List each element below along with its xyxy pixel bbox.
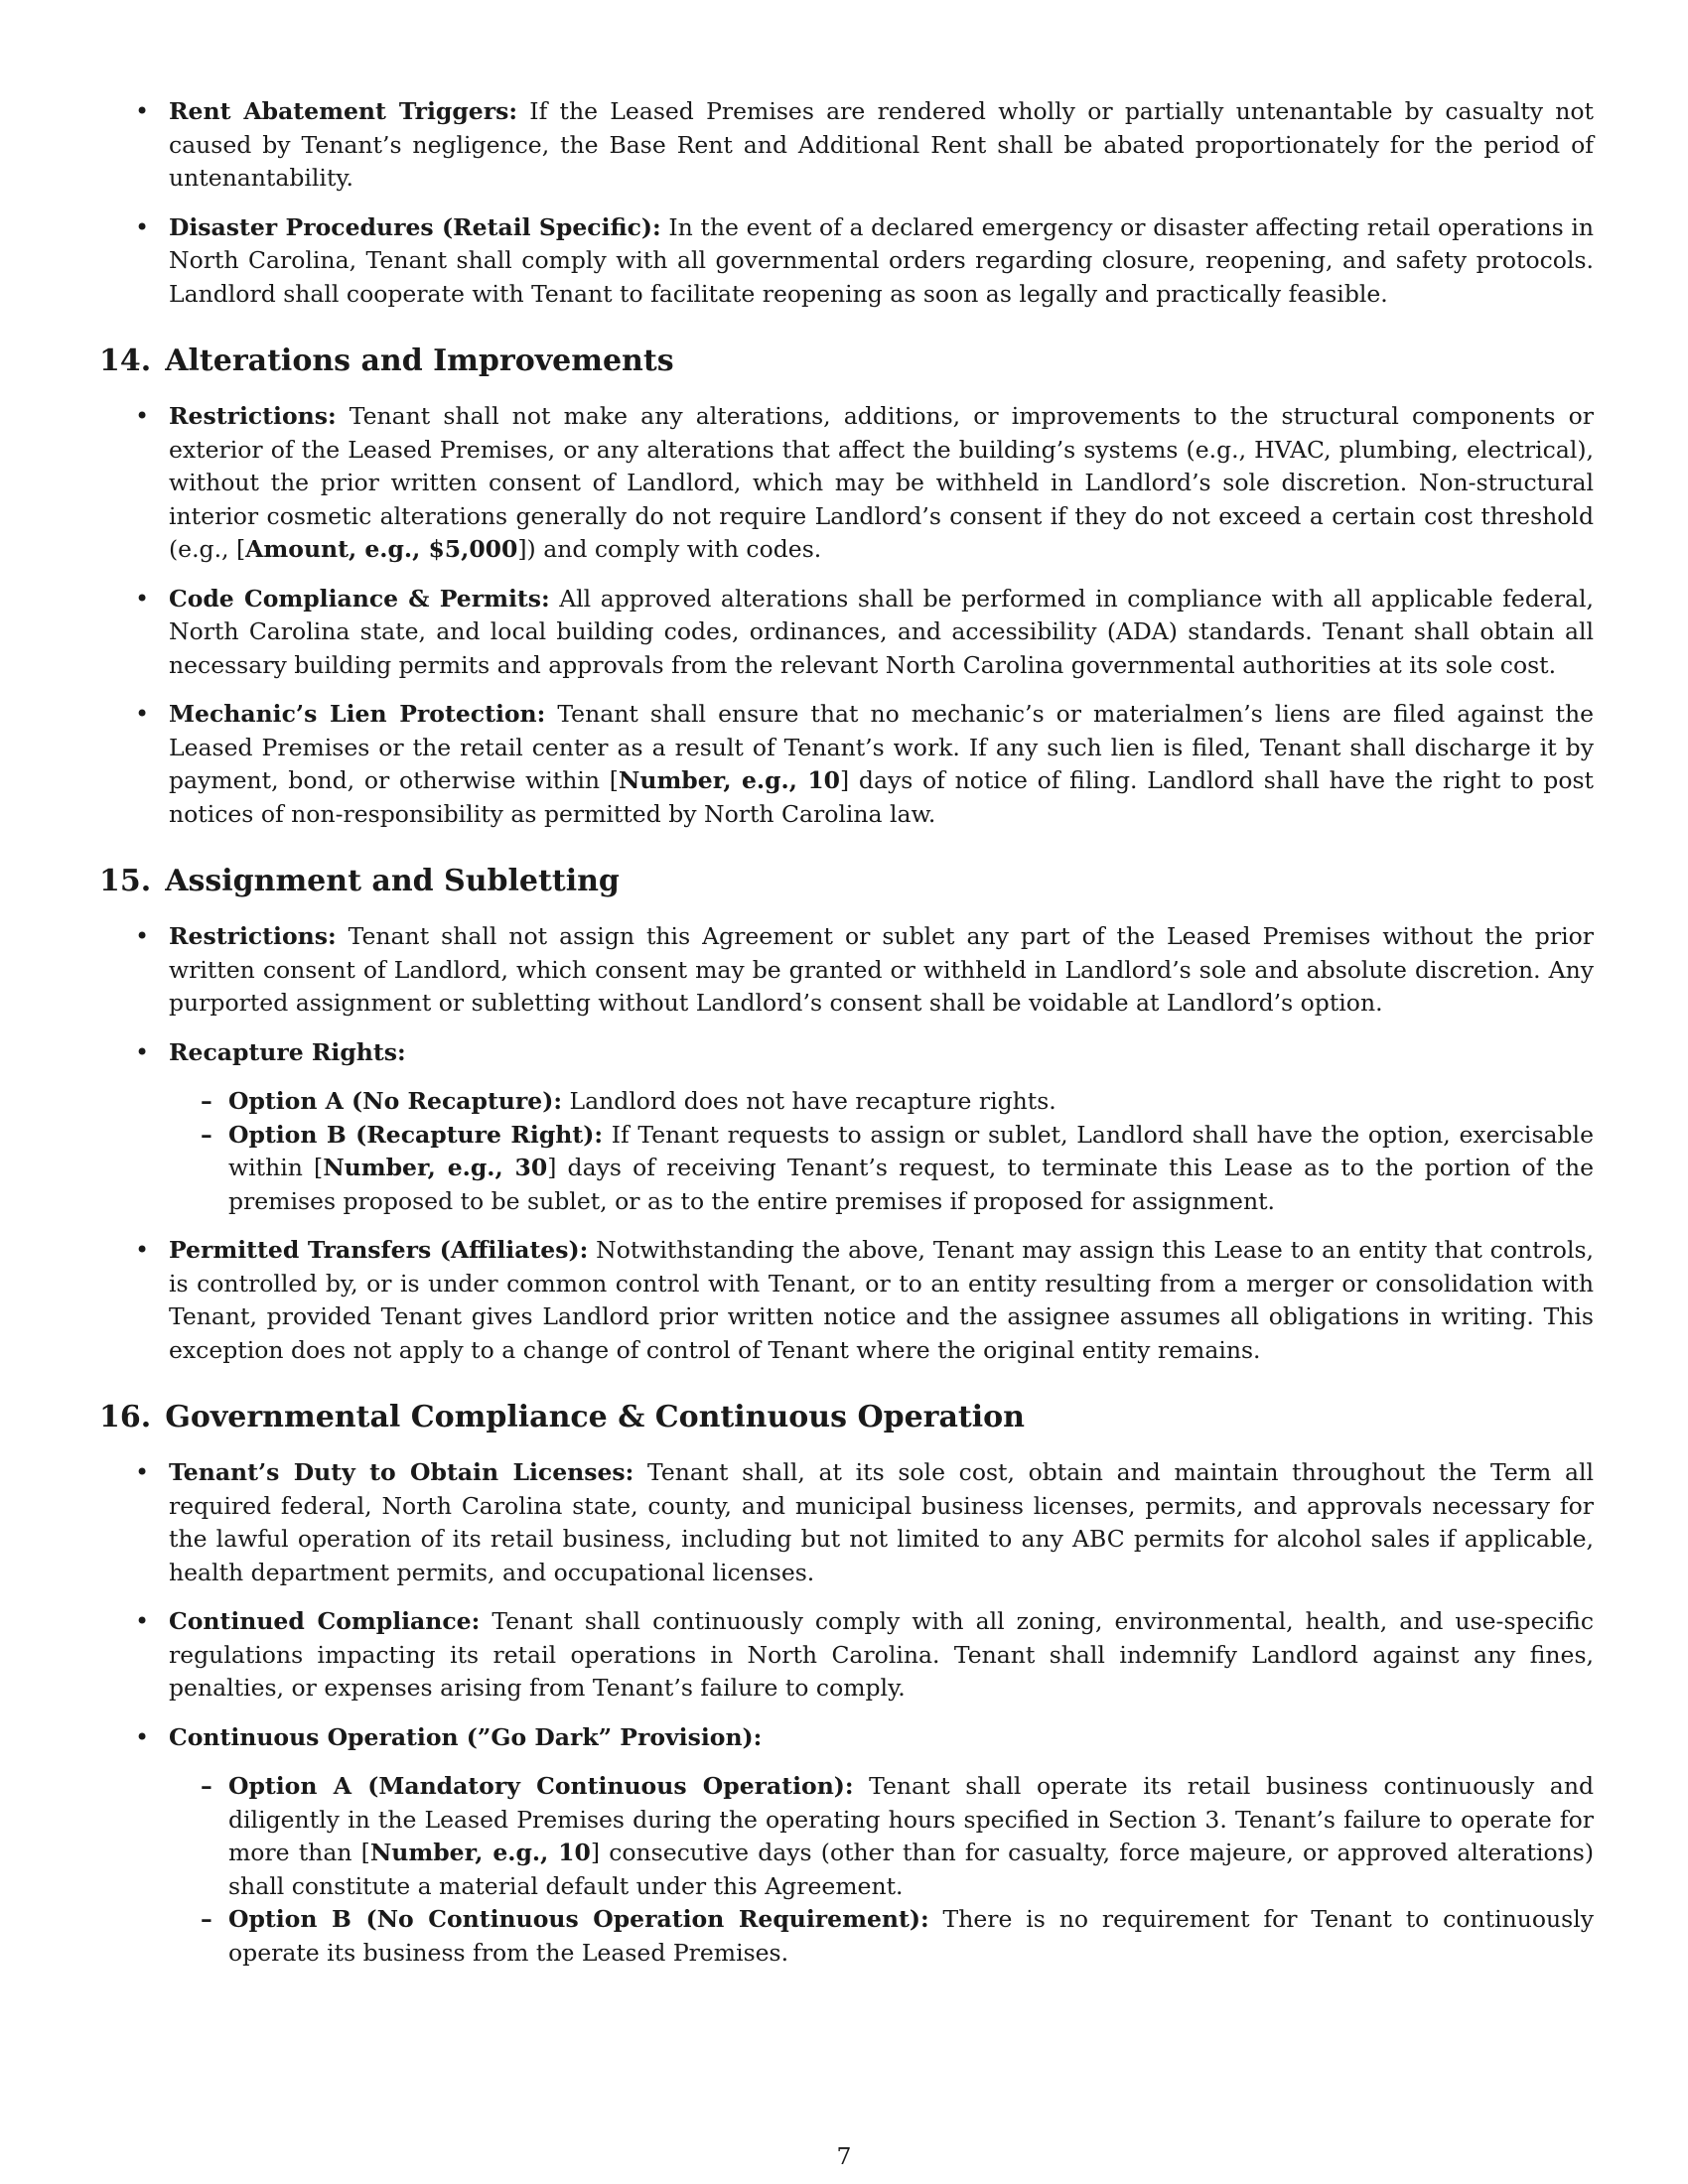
item-label: Continuous Operation (”Go Dark” Provision): xyxy=(169,1722,763,1751)
casualty-list xyxy=(99,95,1594,311)
item-text: All approved alterations shall be performed in compliance with all applicable federal, North Carolina state, and local building codes, ordinances, and accessibility (ADA) standards. Tenant shall obtain all necessary building permits and approvals from the relevant North Carolina governmental authorities at its sole cost. xyxy=(169,584,1594,679)
section-16-heading xyxy=(99,1399,1594,1436)
option-text: Tenant shall operate its retail business continuously and diligently in the Leased Premises during the operating hours specified in Section 3. Tenant’s failure to operate for more than [ xyxy=(228,1772,1594,1866)
item-text: Tenant shall, at its sole cost, obtain and maintain throughout the Term all required federal, North Carolina state, county, and municipal business licenses, permits, and approvals necessary for the lawful operation of its retail business, including but not limited to any ABC permits for alcohol sales if applicable, health department permits, and occupational licenses. xyxy=(169,1458,1594,1586)
placeholder-number: Number, e.g., 30 xyxy=(323,1154,548,1181)
permitted-transfers-item xyxy=(99,1234,1594,1367)
placeholder-number: Number, e.g., 10 xyxy=(618,766,841,794)
section-number: 14. xyxy=(99,343,152,378)
licenses-item xyxy=(99,1456,1594,1589)
item-text: Tenant shall not assign this Agreement or sublet any part of the Leased Premises without the prior written consent of Landlord, which consent may be granted or withheld in Landlord’s sole and absolute discretion. Any purported assignment or subletting without Landlord’s consent shall be voidable at Landlord’s option. xyxy=(169,922,1594,1017)
option-text: Landlord does not have recapture rights. xyxy=(562,1087,1056,1115)
placeholder-number: Number, e.g., 10 xyxy=(369,1839,591,1866)
code-compliance-item xyxy=(99,583,1594,683)
mechanics-lien-item xyxy=(99,698,1594,831)
section-title: Assignment and Subletting xyxy=(165,864,620,898)
section-number: 16. xyxy=(99,1400,152,1434)
item-label: Disaster Procedures (Retail Specific): xyxy=(169,212,661,241)
item-label: Mechanic’s Lien Protection: xyxy=(169,700,546,728)
item-label: Restrictions: xyxy=(169,402,337,430)
alterations-restrictions-item xyxy=(99,400,1594,567)
disaster-procedures-item xyxy=(99,211,1594,312)
recapture-option-b xyxy=(169,1119,1594,1219)
section-16-list xyxy=(99,1456,1594,1970)
section-title: Alterations and Improvements xyxy=(165,343,674,378)
option-text: There is no requirement for Tenant to continuously operate its business from the Leased Premises. xyxy=(228,1905,1594,1967)
item-label: Restrictions: xyxy=(169,922,337,950)
continuous-operation-item xyxy=(99,1721,1594,1971)
continuous-option-b xyxy=(169,1903,1594,1970)
item-text: ] days of notice of filing. Landlord shall have the right to post notices of non-responsibility as permitted by North Carolina law. xyxy=(169,766,1594,828)
rent-abatement-item xyxy=(99,95,1594,196)
assignment-restrictions-item xyxy=(99,920,1594,1021)
section-15-heading xyxy=(99,863,1594,900)
item-label: Tenant’s Duty to Obtain Licenses: xyxy=(169,1458,634,1486)
recapture-rights-item xyxy=(99,1036,1594,1219)
continued-compliance-item xyxy=(99,1605,1594,1706)
section-15-list xyxy=(99,920,1594,1367)
section-title: Governmental Compliance & Continuous Operation xyxy=(165,1400,1025,1434)
section-14-heading xyxy=(99,342,1594,380)
item-label: Permitted Transfers (Affiliates): xyxy=(169,1236,589,1264)
section-14-list xyxy=(99,400,1594,831)
option-text: If Tenant requests to assign or sublet, Landlord shall have the option, exercisable within [ xyxy=(228,1120,1594,1181)
document-page xyxy=(99,95,1594,1985)
option-label: Option B (Recapture Right): xyxy=(228,1120,604,1149)
section-number: 15. xyxy=(99,864,152,898)
continuous-option-a xyxy=(169,1770,1594,1903)
item-text: In the event of a declared emergency or disaster affecting retail operations in North Carolina, Tenant shall comply with all governmental orders regarding closure, reopening, and safety protocols. Landlord shall cooperate with Tenant to facilitate reopening as soon as legally and practically feasible. xyxy=(169,212,1594,308)
item-text: ]) and comply with codes. xyxy=(517,535,822,563)
item-label: Code Compliance & Permits: xyxy=(169,584,550,613)
item-text: Tenant shall continuously comply with all zoning, environmental, health, and use-specific regulations impacting its retail operations in North Carolina. Tenant shall indemnify Landlord against any fines, penalties, or expenses arising from Tenant’s failure to comply. xyxy=(169,1607,1594,1702)
option-text: ] days of receiving Tenant’s request, to terminate this Lease as to the portion of the premises proposed to be sublet, or as to the entire premises if proposed for assignment. xyxy=(228,1154,1595,1215)
placeholder-amount: Amount, e.g., $5,000 xyxy=(245,535,518,563)
item-text: Tenant shall ensure that no mechanic’s or materialmen’s liens are filed against the Leased Premises or the retail center as a result of Tenant’s work. If any such lien is filed, Tenant shall discharge it by payment, bond, or otherwise within [ xyxy=(169,700,1594,794)
option-label: Option B (No Continuous Operation Requirement): xyxy=(228,1905,929,1933)
page-number: 7 xyxy=(836,2142,852,2170)
item-text: Tenant shall not make any alterations, additions, or improvements to the structural components or exterior of the Leased Premises, or any alterations that affect the building’s systems (e.g., HVAC, plumbing, electrical), without the prior written consent of Landlord, which may be withheld in Landlord’s sole discretion. Non-structural interior cosmetic alterations generally do not require Landlord’s consent if they do not exceed a certain cost threshold (e.g., [ xyxy=(169,402,1594,563)
continuous-options xyxy=(169,1770,1594,1970)
item-text: If the Leased Premises are rendered wholly or partially untenantable by casualty not caused by Tenant’s negligence, the Base Rent and Additional Rent shall be abated proportionately for the period of untenantability. xyxy=(169,97,1594,192)
option-label: Option A (No Recapture): xyxy=(228,1087,563,1115)
item-text: Notwithstanding the above, Tenant may assign this Lease to an entity that controls, is controlled by, or is under common control with Tenant, or to an entity resulting from a merger or consolidation with Tenant, provided Tenant gives Landlord prior written notice and the assignee assumes all obligations in writing. This exception does not apply to a change of control of Tenant where the original entity remains. xyxy=(169,1236,1594,1364)
item-label: Continued Compliance: xyxy=(169,1607,481,1635)
option-text: ] consecutive days (other than for casualty, force majeure, or approved alterations) shall constitute a material default under this Agreement. xyxy=(228,1839,1594,1900)
recapture-options xyxy=(169,1085,1594,1218)
recapture-option-a xyxy=(169,1085,1594,1119)
option-label: Option A (Mandatory Continuous Operation): xyxy=(228,1772,854,1800)
item-label: Recapture Rights: xyxy=(169,1037,406,1066)
item-label: Rent Abatement Triggers: xyxy=(169,97,518,125)
